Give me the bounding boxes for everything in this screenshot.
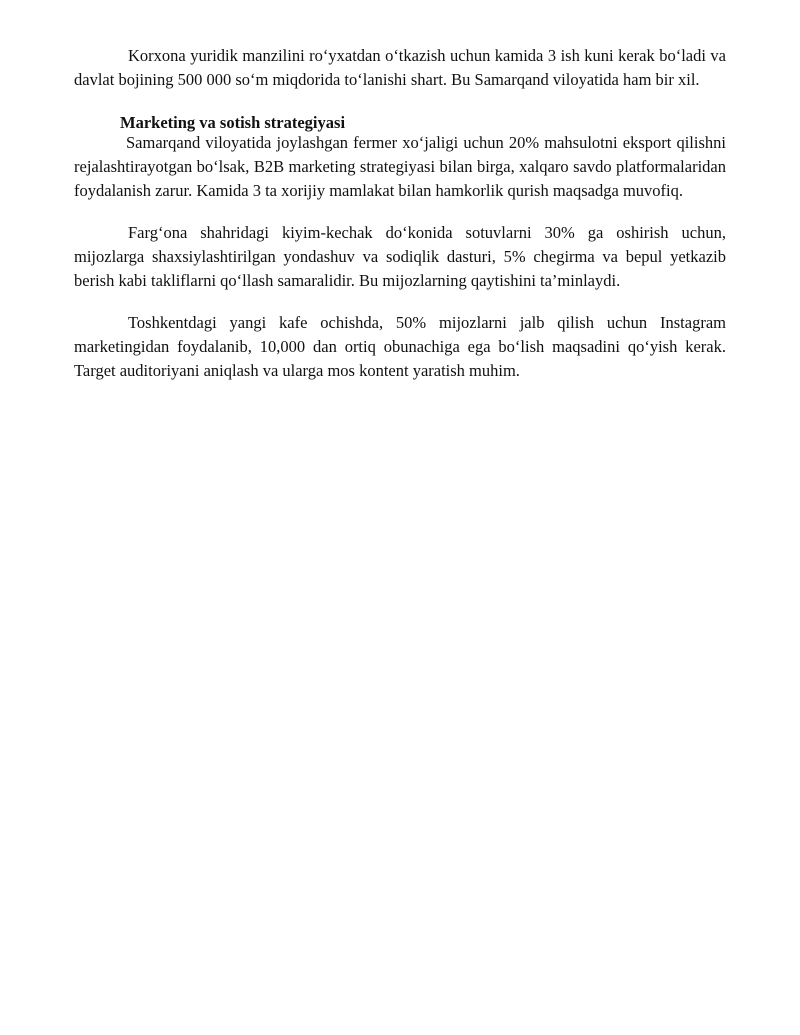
section-heading-marketing: Marketing va sotish strategiyasi <box>120 113 346 132</box>
paragraph-export-strategy: Samarqand viloyatida joylashgan fermer xo‘jaligi uchun 20% mahsulotni eksport qilishni rejalashtirayotgan bo‘lsak, B2B marketing strategiyasi bilan birga, xalqaro savdo platformalaridan foydalanish zarur. Kamida 3 ta xorijiy mamlakat bilan hamkorlik qurish maqsadga muvofiq. <box>74 133 726 200</box>
document-page <box>74 44 726 383</box>
paragraph-clothing-store: Farg‘ona shahridagi kiyim-kechak do‘konida sotuvlarni 30% ga oshirish uchun, mijozlarga shaxsiylashtirilgan yondashuv va sodiqlik dasturi, 5% chegirma va bepul yetkazib berish kabi takliflarni qo‘llash samaralidir. Bu mijozlarning qaytishini ta’minlaydi. <box>74 223 726 290</box>
paragraph-cafe-instagram: Toshkentdagi yangi kafe ochishda, 50% mijozlarni jalb qilish uchun Instagram marketingidan foydalanib, 10,000 dan ortiq obunachiga ega bo‘lish maqsadini qo‘yish kerak. Target auditoriyani aniqlash va ularga mos kontent yaratish muhim. <box>74 313 726 380</box>
paragraph-legal-address: Korxona yuridik manzilini ro‘yxatdan o‘tkazish uchun kamida 3 ish kuni kerak bo‘ladi va davlat bojining 500 000 so‘m miqdorida to‘lanishi shart. Bu Samarqand viloyatida ham bir xil. <box>74 46 726 89</box>
